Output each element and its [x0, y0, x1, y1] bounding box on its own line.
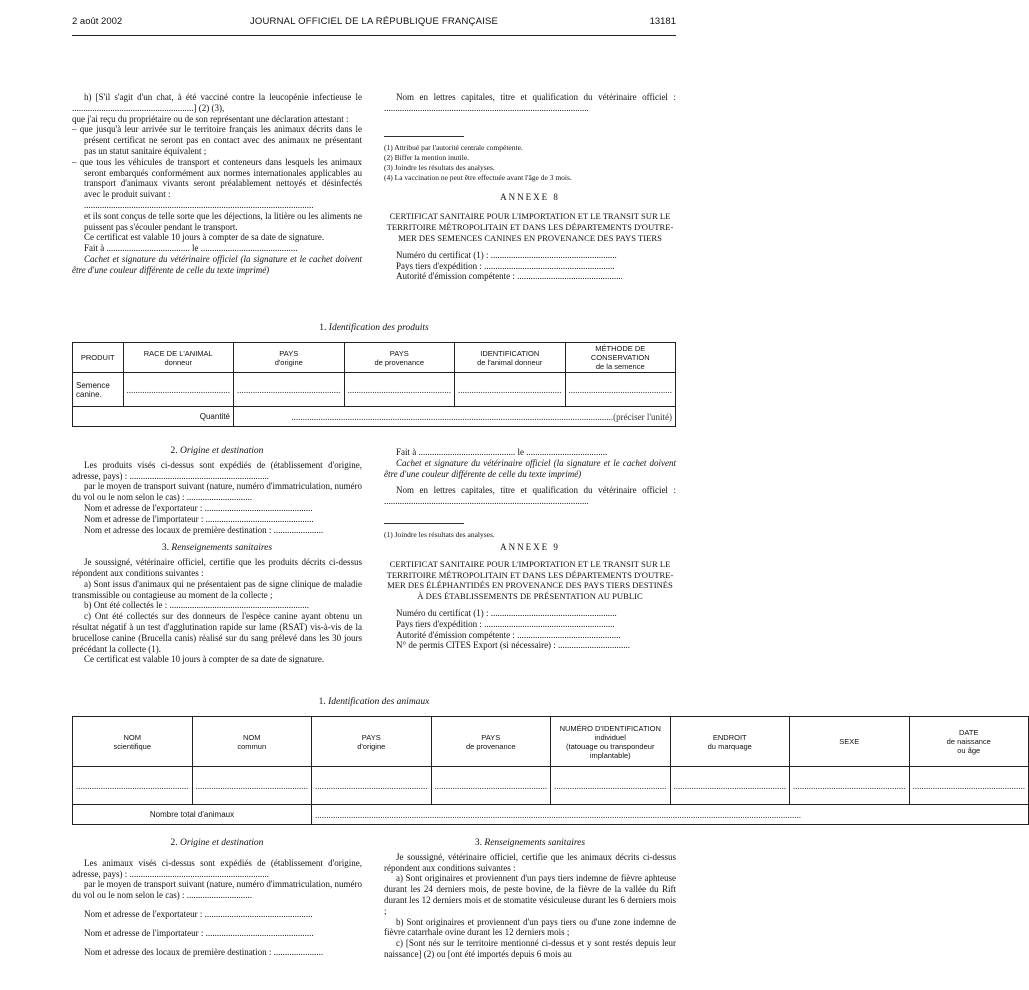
dotted-line: ......................................................................................................	[84, 199, 314, 210]
issue-date: 2 août 2002	[72, 16, 123, 27]
paragraph: Les animaux visés ci-dessus sont expédiés de (établissement d'origine, adresse, pays) : ..............................................................	[72, 857, 362, 879]
footnote-rule	[384, 523, 464, 524]
table-cell: ..................................................	[790, 767, 910, 805]
table-cell: ..................................................	[670, 767, 790, 805]
header-cell: MÉTHODE DE CONSERVATION de la semence	[565, 343, 676, 373]
paragraph: b) Ont été collectés le : ..............................................................	[84, 600, 309, 611]
form-field: Nom et adresse des locaux de première destination : ......................	[84, 524, 324, 535]
table-cell: ..............................................	[234, 373, 345, 407]
header-cell: PAYS de provenance	[344, 343, 455, 373]
mid-left-column	[72, 446, 362, 665]
header-cell: SEXE	[790, 717, 910, 767]
products-table	[72, 342, 676, 427]
footnote-rule	[384, 136, 464, 137]
paragraph: c) [Sont nés sur le territoire mentionné ci-dessus et y sont restés depuis leur naissance] (2) ou [ont été importés depuis 6 mois au	[384, 938, 676, 959]
paragraph: c) Ont été collectés sur des donneurs de l'espèce canine ayant obtenu un résultat négatif à un test d'agglutination rapide sur lame (RSAT) vis-à-vis de la brucellose canine (Brucella canis) réalisé sur du sang prélevé dans les 30 jours précédant la collecte (1).	[72, 611, 362, 654]
form-field: N° de permis CITES Export (si nécessaire) : ................................	[396, 640, 631, 651]
paragraph: a) Sont originaires et proviennent d'un pays tiers indemne de fièvre aphteuse durant les 24 derniers mois, de peste bovine, de la fièvre de la vallée du Rift durant les 12 derniers mois et de stomatite vésiculeuse durant les 6 derniers mois ;	[384, 873, 676, 916]
header-cell: NOM scientifique	[73, 717, 193, 767]
section-title: 1. Identification des animaux	[318, 697, 430, 707]
footnote: (1) Attribué par l'autorité centrale compétente.	[384, 142, 523, 152]
animals-table	[72, 716, 1029, 825]
total-value: ........................................................................................................................................................................................................................	[312, 805, 1029, 825]
form-field: Nom et adresse de l'exportateur : ................................................	[84, 502, 313, 513]
header-cell: PRODUIT	[73, 343, 124, 373]
form-field: Nom et adresse des locaux de première destination : ......................	[84, 946, 324, 957]
header-cell: RACE DE L'ANIMAL donneur	[123, 343, 234, 373]
paragraph: par le moyen de transport suivant (nature, numéro d'immatriculation, numéro du vol ou le nom selon le cas) : .............................	[72, 879, 362, 901]
form-field: Pays tiers d'expédition : ..........................................................	[396, 260, 615, 271]
table-cell: ..............................................	[123, 373, 234, 407]
section-title: 2. Origine et destination	[170, 446, 264, 456]
row-label: Semence canine.	[73, 373, 124, 407]
section-title: 3. Renseignements sanitaires	[161, 543, 273, 554]
paragraph: Nom en lettres capitales, titre et qualification du vétérinaire officiel : ...........................................................................................	[384, 92, 676, 113]
header-cell: IDENTIFICATION de l'animal donneur	[455, 343, 566, 373]
list-item: – que jusqu'à leur arrivée sur le territoire français les animaux décrits dans le présent certificat ne seront pas en contact avec des animaux ne présentant pas un statut sanitaire équivalent ;	[72, 124, 362, 156]
form-field: Numéro du certificat (1) : ........................................................	[396, 607, 617, 618]
footnote: (1) Joindre les résultats des analyses.	[384, 529, 495, 539]
quantity-value: ...............................................................................................................................................(préciser l'unité)	[234, 407, 676, 427]
page-number: 13181	[649, 16, 676, 27]
table-cell: ..................................................	[909, 767, 1029, 805]
table-cell: ..................................................	[73, 767, 193, 805]
list-item: et ils sont conçus de telle sorte que les déjections, la litière ou les aliments ne puissent pas s'écouler pendant le transport.	[84, 210, 362, 232]
table-cell: ..................................................	[431, 767, 551, 805]
paragraph: h) [S'il s'agit d'un chat, à été vacciné contre la leucopénie infectieuse le ......................................................] (2) (3),	[72, 92, 362, 113]
table-cell: ..................................................	[551, 767, 671, 805]
header-cell: ENDROIT du marquage	[670, 717, 790, 767]
paragraph: a) Sont issus d'animaux qui ne présentaient pas de signe clinique de maladie transmissible ou contagieuse au moment de la collecte ;	[72, 578, 362, 600]
paragraph: Les produits visés ci-dessus sont expédiés de (établissement d'origine, adresse, pays) : ..............................................................	[72, 459, 362, 481]
header-cell: PAYS d'origine	[234, 343, 345, 373]
place-date-line: Fait à ..................................... le ...........................................	[84, 243, 298, 254]
table-cell: ..............................................	[565, 373, 676, 407]
form-field: Nom et adresse de l'exportateur : ................................................	[84, 908, 313, 919]
header-rule	[72, 35, 676, 36]
header-cell: PAYS d'origine	[312, 717, 432, 767]
journal-title: JOURNAL OFFICIEL DE LA RÉPUBLIQUE FRANÇAISE	[249, 16, 499, 27]
paragraph: par le moyen de transport suivant (nature, numéro d'immatriculation, numéro du vol ou le nom selon le cas) : .............................	[72, 481, 362, 503]
footnote: (4) La vaccination ne peut être effectuée avant l'âge de 3 mois.	[384, 172, 572, 182]
paragraph: Nom en lettres capitales, titre et qualification du vétérinaire officiel : ...........................................................................................	[384, 485, 676, 507]
header-cell: NOM commun	[192, 717, 312, 767]
form-field: Numéro du certificat (1) : ........................................................	[396, 249, 617, 260]
top-left-column	[72, 92, 362, 276]
footnote: (3) Joindre les résultats des analyses.	[384, 162, 495, 172]
form-field: Nom et adresse de l'importateur : ................................................	[84, 927, 314, 938]
section-title: 1. Identification des produits	[319, 323, 429, 333]
section-title: 2. Origine et destination	[170, 838, 264, 848]
header-cell: DATE de naissance ou âge	[909, 717, 1029, 767]
bottom-right-column	[384, 838, 676, 960]
form-field: Pays tiers d'expédition : ..........................................................	[396, 618, 615, 629]
annex-heading: ANNEXE 8	[500, 191, 560, 202]
certificate-title: CERTIFICAT SANITAIRE POUR L'IMPORTATION ET LE TRANSIT SUR LE TERRITOIRE MÉTROPOLITAIN ET DANS LES DÉPARTEMENTS D'OUTRE-MER DES SEMENCES CANINES EN PROVENANCE DES PAYS TIERS	[386, 211, 674, 243]
annex-heading: ANNEXE 9	[500, 541, 560, 552]
table-cell: ..................................................	[312, 767, 432, 805]
form-field: Nom et adresse de l'importateur : ................................................	[84, 513, 314, 524]
signature-note: Cachet et signature du vétérinaire officiel (la signature et le cachet doivent être d'une couleur différente de celle du texte imprimé)	[72, 253, 362, 275]
table-cell: ..............................................	[344, 373, 455, 407]
table-cell: ..............................................	[455, 373, 566, 407]
form-field: Autorité d'émission compétente : ...............................................	[396, 271, 623, 282]
bottom-left-column	[72, 838, 362, 957]
paragraph: que j'ai reçu du propriétaire ou de son représentant une déclaration attestant :	[72, 113, 349, 124]
paragraph: Ce certificat est valable 10 jours à compter de sa date de signature.	[84, 654, 325, 665]
place-date-line: Fait à ........................................... le ....................................	[396, 447, 608, 457]
paragraph: Je soussigné, vétérinaire officiel, certifie que les produits décrits ci-dessus répondent aux conditions suivantes :	[72, 557, 362, 578]
form-field: Autorité d'émission compétente : ..............................................	[396, 629, 621, 640]
certificate-title: CERTIFICAT SANITAIRE POUR L'IMPORTATION ET LE TRANSIT SUR LE TERRITOIRE MÉTROPOLITAIN ET DANS LES DÉPARTEMENTS D'OUTRE-MER DES ÉLÉPHANTIDÉS EN PROVENANCE DES PAYS TIERS DESTINÉS À DES ÉTABLISSEMENTS DE PRÉSENTATION AU PUBLIC	[386, 558, 674, 602]
paragraph: b) Sont originaires et proviennent d'un pays tiers ou d'une zone indemne de fièvre catarrhale ovine durant les 12 derniers mois ;	[384, 916, 676, 938]
top-right-column	[384, 92, 676, 282]
list-item: – que tous les véhicules de transport et conteneurs dans lesquels les animaux seront embarqués conformément aux normes internationales applicables au transport d'animaux vivants seront préalablement nettoyés et désinfectés avec le produit suivant :	[72, 156, 362, 200]
table-cell: ..................................................	[192, 767, 312, 805]
footnote: (2) Biffer la mention inutile.	[384, 152, 470, 162]
quantity-label: Quantité	[73, 407, 234, 427]
section-title: 3. Renseignements sanitaires	[474, 838, 586, 848]
paragraph: Ce certificat est valable 10 jours à compter de sa date de signature.	[84, 232, 325, 243]
paragraph: Je soussigné, vétérinaire officiel, certifie que les animaux décrits ci-dessus répondent aux conditions suivantes :	[384, 851, 676, 873]
total-label: Nombre total d'animaux	[73, 805, 312, 825]
mid-right-column	[384, 447, 676, 651]
header-cell: NUMÉRO D'IDENTIFICATION individuel (tatouage ou transpondeur implantable)	[551, 717, 671, 767]
signature-note: Cachet et signature du vétérinaire officiel (la signature et le cachet doivent être d'une couleur différente de celle du texte imprimé)	[384, 457, 676, 479]
page-header	[72, 14, 676, 30]
header-cell: PAYS de provenance	[431, 717, 551, 767]
